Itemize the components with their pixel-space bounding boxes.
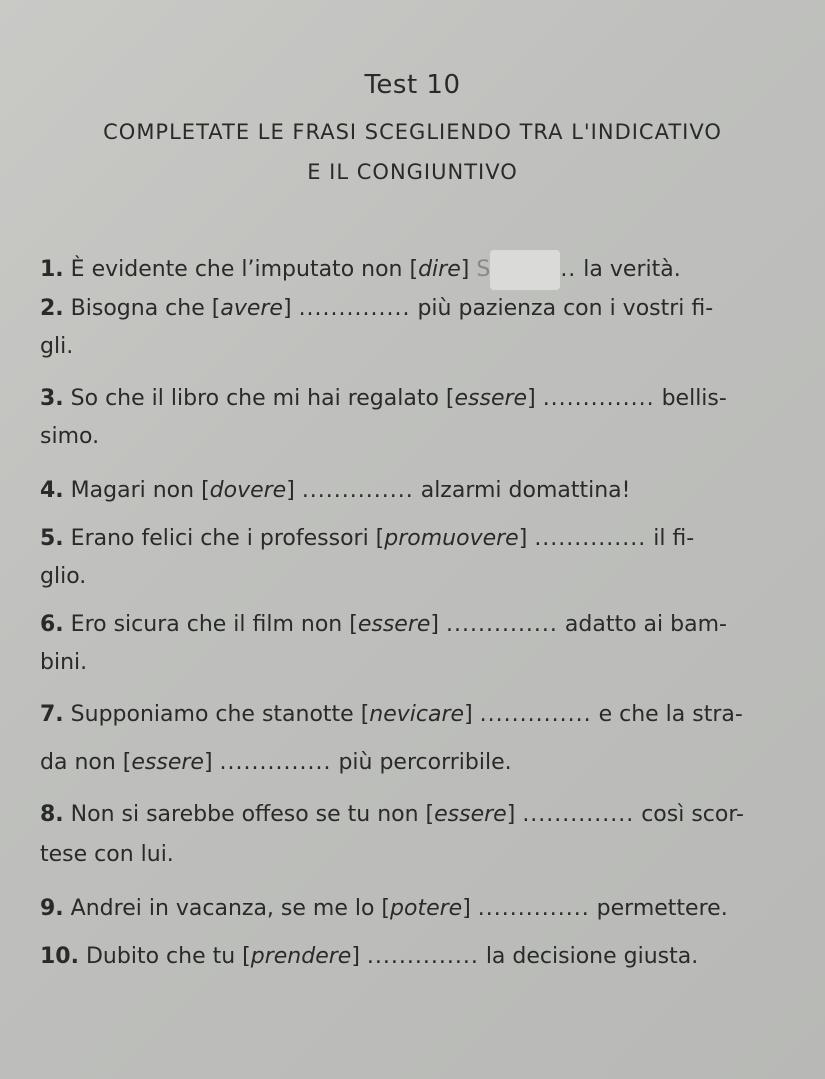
exercise-number: 10. [40, 944, 79, 969]
exercise-number: 6. [40, 612, 64, 637]
answer-blank[interactable]: .............. [479, 702, 592, 727]
exercise-text: Non si sarebbe offeso se tu non [ [70, 802, 435, 827]
handwritten-answer: S [476, 257, 491, 282]
exercise-10 [40, 944, 698, 969]
exercise-6 [40, 612, 727, 637]
exercise-text: da non [ [40, 750, 132, 775]
bracket-close: ] [506, 802, 516, 827]
exercise-number: 9. [40, 896, 64, 921]
bracket-close: ] [430, 612, 439, 637]
bracket-close: ] [282, 296, 292, 321]
bracket-close: ] [464, 702, 473, 727]
exercise-number: 4. [40, 478, 64, 503]
exercise-number: 5. [40, 526, 64, 551]
bracket-close: ] [462, 896, 471, 921]
exercise-2-continuation: gli. [40, 334, 74, 359]
answer-blank[interactable]: .............. [477, 896, 590, 921]
verb-hint: potere [390, 896, 463, 921]
answer-blank[interactable]: .. [560, 257, 577, 282]
verb-hint: promuovere [384, 526, 519, 551]
exercise-1 [40, 250, 681, 290]
exercise-8 [40, 802, 744, 827]
exercise-8-continuation: tese con lui. [40, 842, 174, 867]
instructions-line-1: COMPLETATE LE FRASI SCEGLIENDO TRA L'INDICATIVO [103, 120, 722, 144]
exercise-number: 8. [40, 802, 64, 827]
exercise-number: 1. [40, 257, 64, 282]
exercise-text: È evidente che l’imputato non [ [70, 257, 419, 282]
answer-blank[interactable]: .............. [522, 802, 635, 827]
exercise-rest: adatto ai bam- [557, 612, 727, 637]
exercise-9 [40, 896, 728, 921]
exercise-text: Magari non [ [70, 478, 210, 503]
exercise-rest: più percorribile. [331, 750, 512, 775]
exercise-4 [40, 478, 630, 503]
exercise-text: Andrei in vacanza, se me lo [ [70, 896, 391, 921]
bracket-close: ] [460, 257, 470, 282]
verb-hint: prendere [250, 944, 352, 969]
verb-hint: essere [454, 386, 528, 411]
exercise-rest: permettere. [589, 896, 728, 921]
bracket-close: ] [527, 386, 536, 411]
exercise-text: Ero sicura che il film non [ [70, 612, 358, 637]
exercise-7-continuation [40, 750, 512, 775]
answer-blank[interactable]: .............. [366, 944, 479, 969]
answer-blank[interactable]: .............. [298, 296, 411, 321]
verb-hint: essere [357, 612, 431, 637]
exercise-7 [40, 702, 743, 727]
exercise-rest: la verità. [576, 257, 681, 282]
exercise-text: So che il libro che mi hai regalato [ [70, 386, 455, 411]
verb-hint: dovere [209, 478, 287, 503]
exercise-rest: così scor- [634, 802, 744, 827]
exercise-rest: bellis- [654, 386, 727, 411]
verb-hint: dire [418, 257, 461, 282]
erased-area [490, 250, 560, 290]
exercise-text: Bisogna che [ [70, 296, 221, 321]
bracket-close: ] [518, 526, 528, 551]
exercise-text: Dubito che tu [ [85, 944, 251, 969]
instructions-line-2: E IL CONGIUNTIVO [307, 160, 518, 184]
answer-blank[interactable]: .............. [534, 526, 647, 551]
exercise-text: Supponiamo che stanotte [ [70, 702, 370, 727]
exercise-3-continuation: simo. [40, 424, 100, 449]
exercise-5 [40, 526, 694, 551]
exercise-2 [40, 296, 713, 321]
exercise-text: Erano felici che i professori [ [70, 526, 385, 551]
answer-blank[interactable]: .............. [542, 386, 655, 411]
exercise-number: 2. [40, 296, 64, 321]
verb-hint: essere [434, 802, 507, 827]
exercise-rest: più pazienza con i vostri fi- [410, 296, 714, 321]
exercise-rest: la decisione giusta. [478, 944, 699, 969]
exercise-number: 3. [40, 386, 64, 411]
verb-hint: essere [131, 750, 204, 775]
exercise-6-continuation: bini. [40, 650, 88, 675]
page-title: Test 10 [364, 70, 461, 100]
verb-hint: nevicare [369, 702, 465, 727]
bracket-close: ] [203, 750, 213, 775]
answer-blank[interactable]: .............. [446, 612, 558, 637]
exercise-3 [40, 386, 727, 411]
answer-blank[interactable]: .............. [301, 478, 414, 503]
verb-hint: avere [220, 296, 283, 321]
bracket-close: ] [351, 944, 360, 969]
exercise-number: 7. [40, 702, 64, 727]
exercise-rest: il fi- [646, 526, 695, 551]
exercise-5-continuation: glio. [40, 564, 87, 589]
bracket-close: ] [286, 478, 295, 503]
answer-blank[interactable]: .............. [219, 750, 332, 775]
exercise-rest: alzarmi domattina! [413, 478, 631, 503]
exercise-rest: e che la stra- [591, 702, 743, 727]
